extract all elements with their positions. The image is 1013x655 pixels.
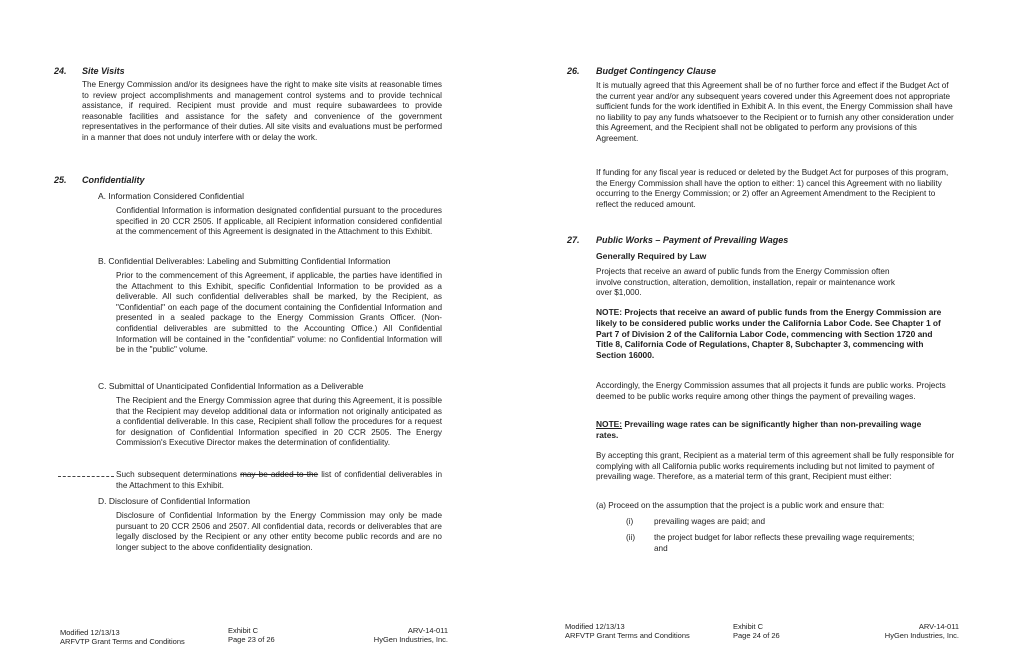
- section-27-paragraph-2: Accordingly, the Energy Commission assumes that all projects it funds are public works. Projects deemed to be public works require among other things the payment of prevailing wages.: [596, 381, 946, 401]
- footer-right-block: [884, 622, 959, 640]
- section-26-paragraph-1: It is mutually agreed that this Agreement shall be of no further force and effect if the Budget Act of the current year and/or any subsequent years covered under this Agreement does not appropriate sufficient funds for the work identified in Exhibit A. In this event, the Energy Commission shall have no liability to pay any funds whatsoever to the Recipient or to furnish any other consideration under this Agreement, and the Recipient shall not be obligated to perform any provisions of this Agreement.: [596, 81, 954, 143]
- section-27-item-a: (a) Proceed on the assumption that the project is a public work and ensure that:: [596, 501, 885, 510]
- section-27-paragraph-3: By accepting this grant, Recipient as a material term of this agreement shall be fully responsible for complying with all California public works requirements including but not limited to payment of prevailing wage. Therefore, as a material term of this grant, Recipient must either:: [596, 451, 955, 482]
- section-24-title: Site Visits: [82, 66, 125, 76]
- section-24-text: The Energy Commission and/or its designees have the right to make site visits at reasonable times to review project accomplishments and management control systems and to provide technical assistance, if required. Recipient must provide and must require subawardees to provide reasonable facilities and assistance for the safety and convenience of the government representatives in the performance of their duties. All site visits and evaluations must be performed in a manner that does not unduly interfere with or delay the work.: [82, 80, 442, 142]
- section-27-note-1: NOTE: Projects that receive an award of public funds from the Energy Commission are likely to be considered public works under the California Labor Code. See Chapter 1 of Part 7 of Division 2 of the California Labor Code, commencing with Section 1720 and Title 8, California Code of Regulations, Chapter 8, Subchapter 3, commencing with Section 16000.: [596, 307, 942, 361]
- subsection-a-text: Confidential Information is information designated confidential pursuant to the procedures specified in 20 CCR 2505. If applicable, all Recipient information considered confidential at the commencement of this Agreement is designated in the Attachment to this Exhibit.: [116, 206, 442, 237]
- section-26-number: 26.: [567, 66, 580, 76]
- subsection-c-text-continued: Such subsequent determinations may be added to the list of confidential deliverables in the Attachment to this Exhibit.: [116, 470, 443, 490]
- footer-agreement-number: ARV-14-011: [407, 626, 448, 635]
- subsection-a-title: A. Information Considered Confidential: [98, 191, 244, 201]
- subsection-d-text: Disclosure of Confidential Information by the Energy Commission may only be made pursuant to 20 CCR 2506 and 2507. All confidential data, records or deliverables that are legally disclosed by the Recipient or any other entity become public records and are no longer subject to the above confidentiality designation.: [116, 511, 442, 552]
- footer-terms: ARFVTP Grant Terms and Conditions: [565, 631, 690, 640]
- section-27-subheading: Generally Required by Law: [596, 251, 707, 261]
- right-page: [507, 0, 1013, 655]
- section-26-paragraph-2: If funding for any fiscal year is reduced or deleted by the Budget Act for purposes of this program, the Energy Commission shall have the option to either: 1) cancel this Agreement with no liability occurring to the Energy Commission; or 2) offer an Agreement Amendment to the Recipient to reflect the reduced amount.: [596, 168, 949, 209]
- footer-terms: ARFVTP Grant Terms and Conditions: [60, 637, 185, 646]
- left-page: [0, 0, 506, 655]
- section-25-title: Confidentiality: [82, 175, 145, 185]
- footer-center-block: [733, 622, 780, 640]
- section-27-item-ii-text: the project budget for labor reflects these prevailing wage requirements; and: [654, 533, 915, 553]
- section-27-paragraph-1: Projects that receive an award of public funds from the Energy Commission often involve construction, alteration, demolition, installation, repair or maintenance work over $1,000.: [596, 267, 895, 298]
- section-24-number: 24.: [54, 66, 67, 76]
- section-27-item-i-text: prevailing wages are paid; and: [654, 517, 766, 526]
- revision-marker-line: [58, 476, 114, 477]
- footer-company: HyGen Industries, Inc.: [884, 631, 959, 640]
- footer-center-block: [228, 626, 275, 644]
- footer-modified: Modified 12/13/13: [565, 622, 625, 631]
- footer-exhibit: Exhibit C: [228, 626, 259, 635]
- footer-left-block: [60, 628, 185, 646]
- section-27-item-ii-number: (ii): [626, 533, 636, 542]
- footer-company: HyGen Industries, Inc.: [373, 635, 448, 644]
- subsection-c-text: The Recipient and the Energy Commission agree that during this Agreement, it is possible that the Recipient may develop additional data or information not originally anticipated as a confidential deliverable. In this case, Recipient shall follow the procedures for a request for designation of Confidential Information specified in 20 CCR 2505. The Energy Commission's Executive Director makes the determination of confidentiality.: [116, 396, 442, 448]
- section-27-title: Public Works – Payment of Prevailing Wages: [596, 235, 789, 245]
- subsection-c-title: C. Submittal of Unanticipated Confidential Information as a Deliverable: [98, 381, 364, 391]
- section-27-number: 27.: [567, 235, 580, 245]
- section-26-title: Budget Contingency Clause: [596, 66, 717, 76]
- subsection-b-title: B. Confidential Deliverables: Labeling and Submitting Confidential Information: [98, 256, 391, 266]
- footer-page-number: Page 24 of 26: [733, 631, 780, 640]
- section-25-number: 25.: [54, 175, 67, 185]
- footer-left-block: [565, 622, 690, 640]
- footer-page-number: Page 23 of 26: [228, 635, 275, 644]
- footer-agreement-number: ARV-14-011: [918, 622, 959, 631]
- subsection-d-title: D. Disclosure of Confidential Information: [98, 496, 251, 506]
- footer-right-block: [373, 626, 448, 644]
- subsection-b-text: Prior to the commencement of this Agreement, if applicable, the parties have identified in the Attachment to this Exhibit, specific Confidential Information to be provided as a deliverable. All such confidential deliverables shall be marked, by the Recipient, as "Confidential" on each page of the document containing the Confidential Information and presented in a sealed package to the Energy Commission Grants Officer. (Non-confidential deliverables are submitted to the Accounting Office.) All Confidential Information will be contained in the "confidential" volume: no Confidential Information will be in the "public" volume.: [116, 271, 442, 355]
- section-27-note-2: NOTE: Prevailing wage rates can be significantly higher than non-prevailing wage rates.: [596, 419, 922, 440]
- footer-exhibit: Exhibit C: [733, 622, 764, 631]
- section-27-item-i-number: (i): [626, 517, 634, 526]
- footer-modified: Modified 12/13/13: [60, 628, 120, 637]
